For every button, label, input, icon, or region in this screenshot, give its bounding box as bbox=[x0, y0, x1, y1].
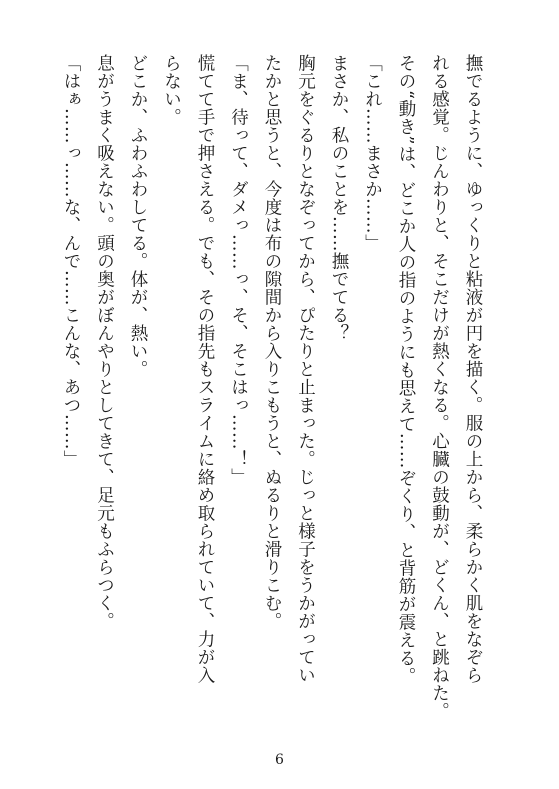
text-column-11: どこか、ふわふわしてる。体が、熱い。 bbox=[128, 54, 148, 378]
text-column-10: らない。 bbox=[161, 54, 182, 126]
text-column-9: 慌てて手で押さえる。でも、その指先もスライムに絡め取られていて、力が入 bbox=[195, 54, 215, 684]
text-column-7: たかと思うと、今度は布の隙間から入りこもうと、ぬるりと滑りこむ。 bbox=[262, 54, 282, 630]
text-column-8: 「ま、待って、ダメっ……っ、そ、そこはっ……！」 bbox=[228, 54, 249, 486]
text-column-2: れる感覚。じんわりと、そこだけが熱くなる。心臓の鼓動が、どくん、と跳ねた。 bbox=[429, 54, 450, 720]
page-number: 6 bbox=[275, 752, 284, 768]
text-column-1: 撫でるように、ゆっくりと粘液が円を描く。服の上から、柔らかく肌をなぞら bbox=[463, 54, 483, 684]
text-column-13: 「はぁ……っ……な、んで……こんな、あつ……」 bbox=[61, 54, 81, 468]
text-column-6: 胸元をぐるりとなぞってから、ぴたりと止まった。じっと様子をうかがってい bbox=[295, 54, 316, 684]
text-column-3: その“動き”は、どこか人の指のようにも思えて……ぞくり、と背筋が震える。 bbox=[396, 54, 416, 685]
text-column-5: まさか、私のことを……撫でてる？ bbox=[329, 54, 349, 342]
vertical-text-body bbox=[54, 54, 490, 744]
text-column-12: 息がうまく吸えない。頭の奥がぼんやりとしてきて、足元もふらつく。 bbox=[94, 54, 115, 630]
text-column-4: 「これ……まさか……」 bbox=[362, 54, 383, 252]
